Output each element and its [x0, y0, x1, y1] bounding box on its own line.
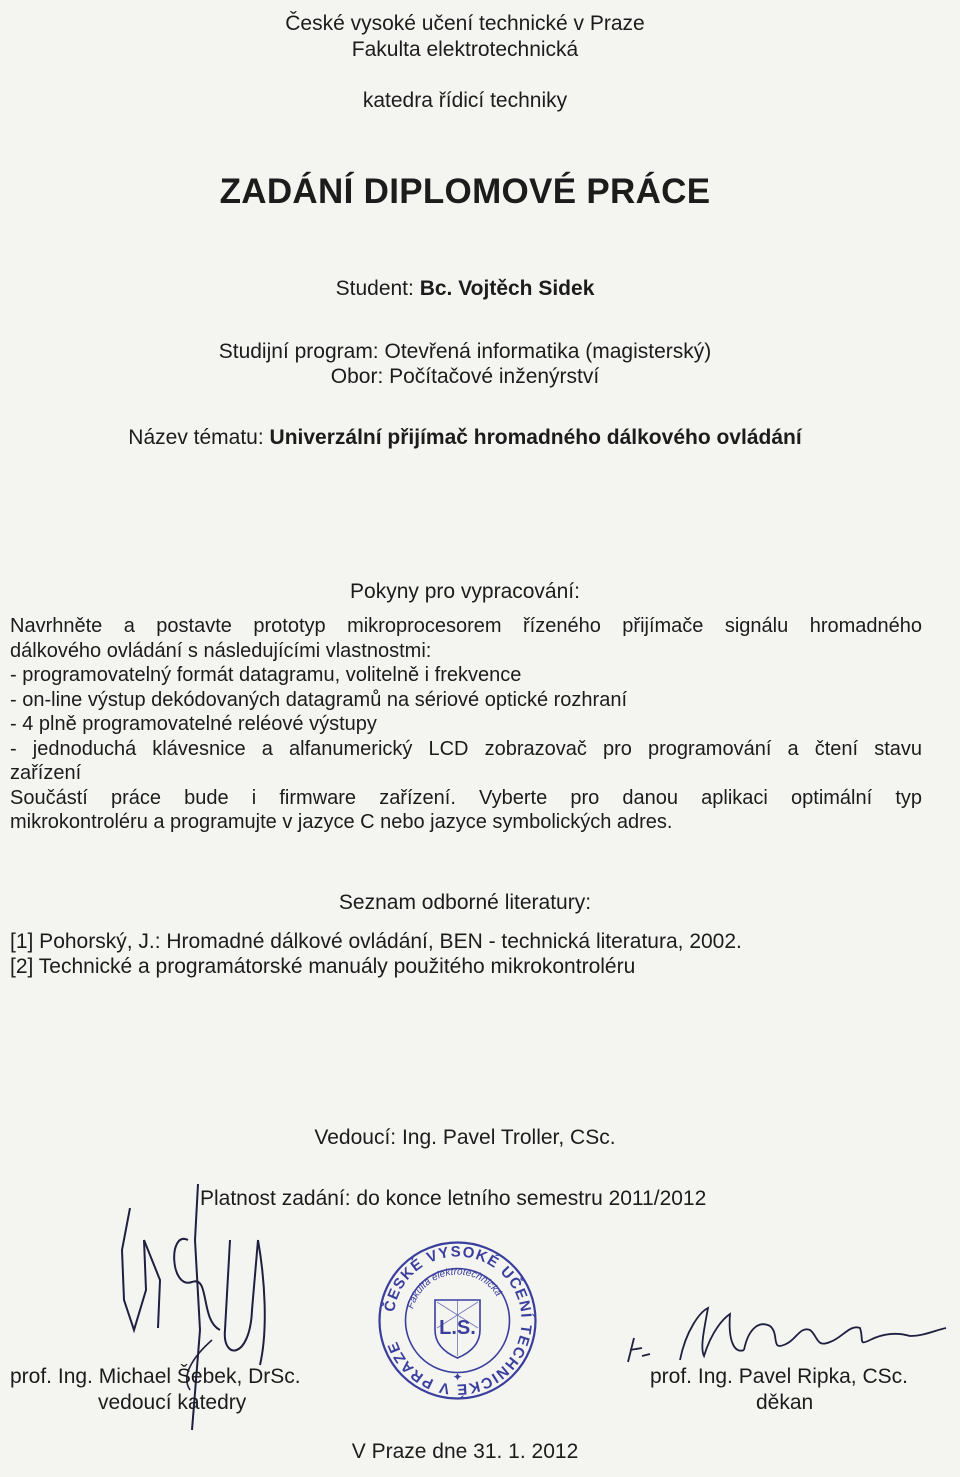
- dept-head-role: vedoucí katedry: [98, 1391, 247, 1414]
- instruction-line: - jednoduchá klávesnice a alfanumerický LCD zobrazovač pro programování a čtení stavu: [10, 737, 922, 760]
- instruction-line: - 4 plně programovatelné reléové výstupy: [10, 713, 377, 735]
- topic-line: [0, 426, 930, 450]
- dept-head-name: prof. Ing. Michael Šebek, DrSc.: [10, 1365, 301, 1388]
- star-icon: ✦: [452, 1370, 463, 1384]
- student-name: Bc. Vojtěch Sidek: [419, 277, 595, 300]
- instruction-line: dálkového ovládání s následujícími vlastnostmi:: [10, 639, 432, 662]
- instruction-line: Součástí práce bude i firmware zařízení. Vyberte pro danou aplikaci optimální typ: [10, 786, 922, 809]
- faculty-name: Fakulta elektrotechnická: [351, 38, 579, 61]
- topic-label: Název tématu:: [128, 426, 264, 449]
- literature-item: [2] Technické a programátorské manuály použitého mikrokontroléru: [10, 955, 636, 978]
- date-line: V Praze dne 31. 1. 2012: [351, 1440, 579, 1463]
- stamp-ring-text: ČESKÉ VYSOKÉ UČENÍ TECHNICKÉ V PRAZE: [381, 1243, 535, 1398]
- signature-right: [620, 1300, 950, 1375]
- dean-name: prof. Ing. Pavel Ripka, CSc.: [650, 1365, 908, 1388]
- instruction-line: mikrokontroléru a programujte v jazyce C nebo jazyce symbolických adres.: [10, 811, 673, 833]
- study-program: Studijní program: Otevřená informatika (magisterský): [218, 340, 712, 363]
- literature-item: [1] Pohorský, J.: Hromadné dálkové ovládání, BEN - technická literatura, 2002.: [10, 930, 742, 953]
- topic-value: Univerzální přijímač hromadného dálkového ovládání: [269, 426, 802, 449]
- university-name: České vysoké učení technické v Praze: [285, 12, 645, 35]
- supervisor-line: Vedoucí: Ing. Pavel Troller, CSc.: [314, 1126, 616, 1149]
- instruction-line: - on-line výstup dekódovaných datagramů na sériové optické rozhraní: [10, 688, 628, 711]
- student-line: [0, 277, 930, 301]
- instruction-line: - programovatelný formát datagramu, volitelně i frekvence: [10, 664, 522, 686]
- official-stamp: [375, 1238, 540, 1403]
- stamp-center-text: L.S.: [439, 1317, 476, 1339]
- instruction-line: zařízení: [10, 762, 82, 784]
- literature-heading: Seznam odborné literatury:: [338, 891, 592, 914]
- department-name: katedra řídicí techniky: [362, 89, 568, 112]
- dean-role: děkan: [756, 1391, 814, 1414]
- student-label: Student:: [335, 277, 414, 300]
- study-field: Obor: Počítačové inženýrství: [330, 365, 600, 388]
- document-title: ZADÁNÍ DIPLOMOVÉ PRÁCE: [219, 172, 711, 211]
- instruction-line: Navrhněte a postavte prototyp mikroprocesorem řízeného přijímače signálu hromadného: [10, 615, 922, 637]
- instructions-body: [10, 614, 922, 835]
- instructions-heading: Pokyny pro vypracování:: [350, 580, 580, 603]
- validity-line: Platnost zadání: do konce letního semestru 2011/2012: [200, 1187, 707, 1210]
- stamp-inner-text: Fakulta elektrotechnická: [405, 1266, 504, 1311]
